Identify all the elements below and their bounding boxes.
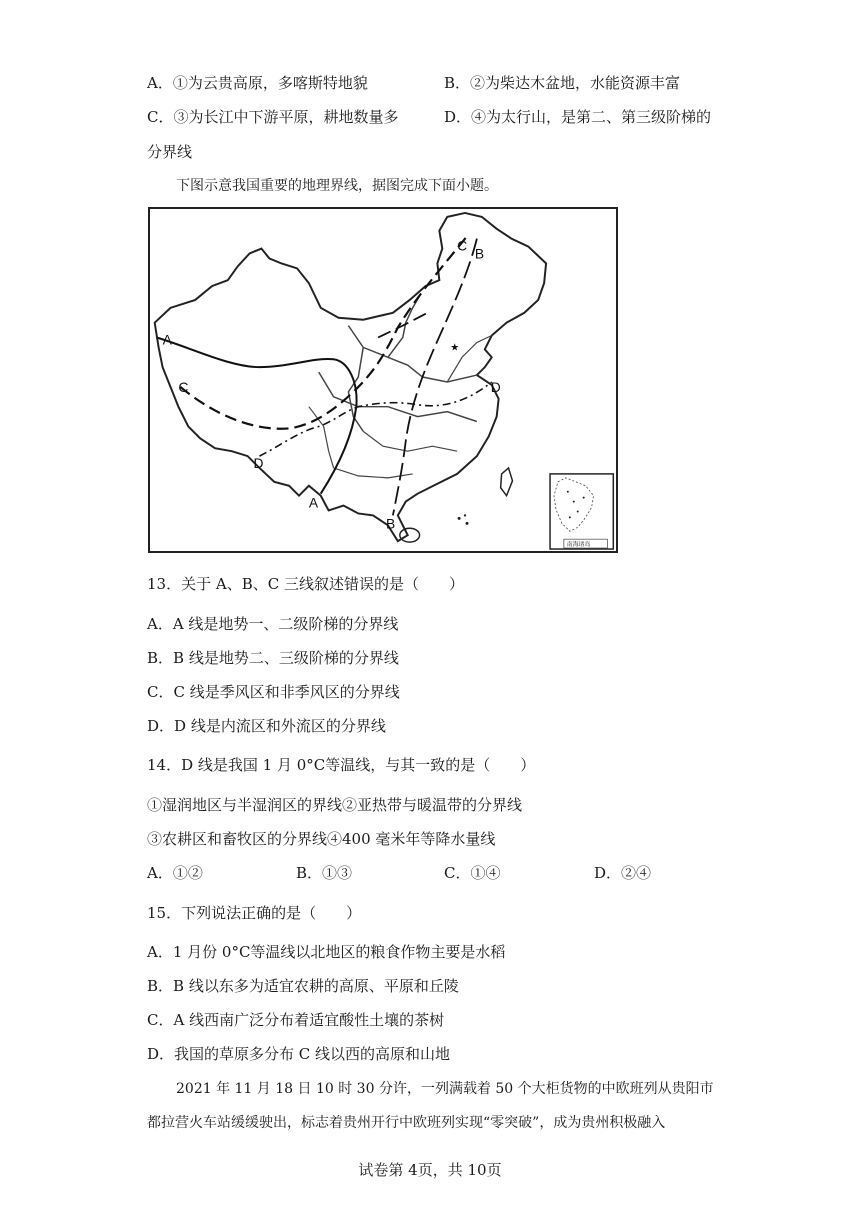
map-label-d-east: D: [490, 378, 501, 395]
q12-option-b: B．②为柴达木盆地，水能资源丰富: [444, 74, 681, 92]
q13-stem: 13．关于 A、B、C 三线叙述错误的是（ ）: [147, 575, 464, 593]
q15-option-b: B．B 线以东多为适宜农耕的高原、平原和丘陵: [147, 977, 459, 995]
q14-option-b: B．①③: [296, 864, 353, 882]
q12-option-c: C．③为长江中下游平原，耕地数量多: [147, 108, 399, 126]
map-label-d-south: D: [253, 454, 264, 471]
capital-star-icon: ★: [450, 342, 460, 354]
line-c: [180, 234, 469, 429]
q13-option-c: C．C 线是季风区和非季风区的分界线: [147, 683, 400, 701]
q14-stem: 14．D 线是我国 1 月 0°C等温线，与其一致的是（ ）: [147, 756, 536, 774]
q15-option-c: C．A 线西南广泛分布着适宜酸性土壤的茶树: [147, 1011, 445, 1029]
q15-option-a: A．1 月份 0°C等温线以北地区的粮食作物主要是水稻: [147, 943, 506, 961]
line-d: [259, 382, 491, 456]
q15-option-d: D．我国的草原多分布 C 线以西的高原和山地: [147, 1045, 451, 1063]
q12-option-d: D．④为太行山，是第二、第三级阶梯的: [444, 108, 712, 126]
map-intro: 下图示意我国重要的地理界线，据图完成下面小题。: [176, 178, 498, 194]
page-footer: 试卷第 4页，共 10页: [358, 1161, 502, 1179]
q13-option-a: A．A 线是地势一、二级阶梯的分界线: [147, 615, 399, 633]
q13-option-d: D．D 线是内流区和外流区的分界线: [147, 717, 386, 735]
q14-items-line2: ③农耕区和畜牧区的分界线④400 毫米年等降水量线: [147, 830, 496, 848]
china-outline: [155, 213, 546, 541]
q15-stem: 15．下列说法正确的是（ ）: [147, 904, 362, 922]
map-label-b-north: B: [474, 245, 485, 262]
q14-items-line1: ①湿润地区与半湿润区的界线②亚热带与暖温带的分界线: [147, 796, 523, 814]
q14-option-c: C．①④: [444, 864, 501, 882]
china-boundaries-map: [148, 207, 618, 553]
passage-line1: 2021 年 11 月 18 日 10 时 30 分许，一列满载着 50 个大柜货物的中欧班列从贵阳市: [176, 1081, 714, 1097]
q13-option-b: B．B 线是地势二、三级阶梯的分界线: [147, 649, 399, 667]
map-label-a-south: A: [308, 494, 319, 511]
map-label-a-west: A: [162, 331, 172, 348]
q12-option-d-continued: 分界线: [147, 143, 193, 161]
q14-option-d: D．②④: [594, 864, 652, 882]
line-b: [393, 239, 477, 516]
map-label-b-south: B: [385, 515, 396, 532]
south-china-sea-inset: [550, 474, 613, 549]
passage-line2: 都拉营火车站缓缓驶出，标志着贵州开行中欧班列实现“零突破”，成为贵州积极融入: [147, 1115, 666, 1131]
q14-option-a: A．①②: [147, 864, 203, 882]
inset-caption: 南海诸岛: [566, 542, 591, 549]
map-label-c-north: C: [457, 237, 468, 254]
q12-option-a: A．①为云贵高原，多喀斯特地貌: [147, 74, 368, 92]
map-label-c-west: C: [178, 378, 189, 395]
